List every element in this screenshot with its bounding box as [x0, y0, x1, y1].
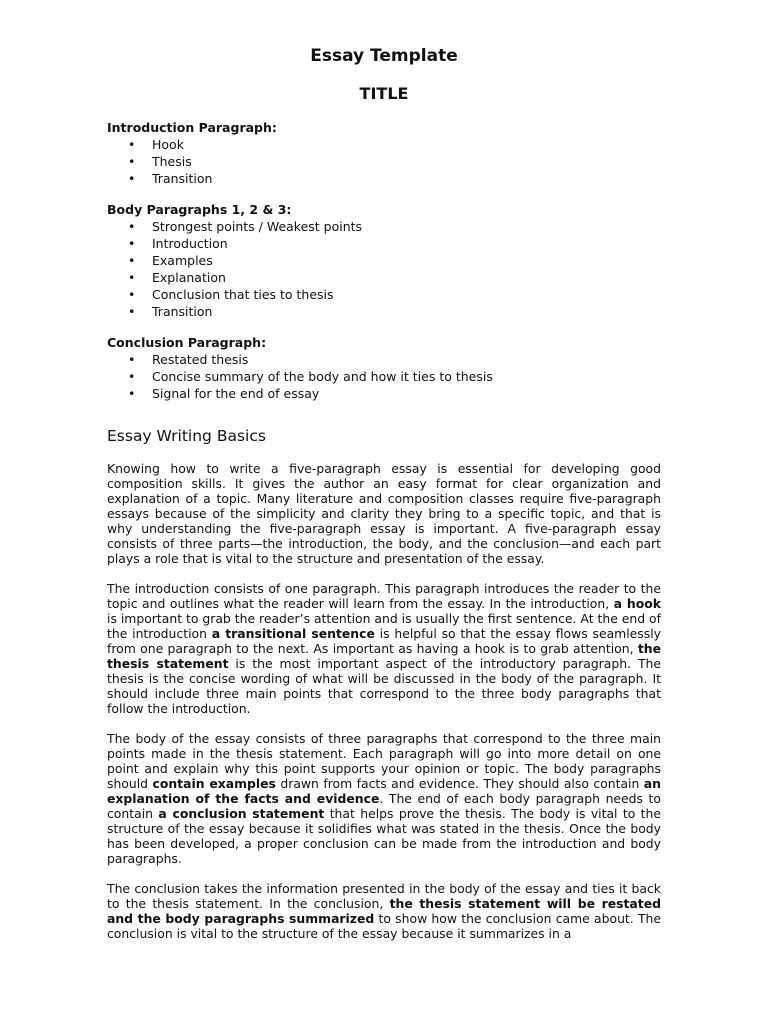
- list-item: [128, 218, 667, 235]
- paragraph-text: is important to grab the reader’s attention and is usually the first sentence. At the end of the introduction: [107, 611, 661, 641]
- bullet-icon: •: [128, 236, 136, 251]
- list-item-text: Signal for the end of essay: [152, 386, 320, 401]
- section-heading: Conclusion Paragraph:: [107, 335, 267, 350]
- list-item: [128, 136, 667, 153]
- list-item-text: Concise summary of the body and how it ties to thesis: [152, 369, 493, 384]
- paragraph-text: drawn from facts and evidence. They should also contain: [275, 776, 644, 791]
- emphasis-text: a hook: [613, 596, 661, 611]
- essay-body-text: [107, 461, 661, 956]
- bullet-icon: •: [128, 154, 136, 169]
- list-item-text: Thesis: [152, 154, 192, 169]
- paragraph-text: to show how the conclusion came about. The conclusion is vital to the structure of the essay because it summarizes in a: [107, 911, 661, 941]
- paragraph-text: The body of the essay consists of three paragraphs that correspond to the three main points made in the thesis statement. Each paragraph will go into more detail on one point and explain why this point supports your opinion or topic. The body paragraphs should: [107, 731, 661, 791]
- list-item: [128, 170, 667, 187]
- bullet-icon: •: [128, 137, 136, 152]
- paragraph-text: Knowing how to write a five-paragraph essay is essential for developing good composition skills. It gives the author an easy format for clear organization and explanation of a topic. Many literature and composition classes require five-paragraph essays because of the simplicity and clarity they bring to a specific topic, and that is why understanding the five-paragraph essay is important. A five-paragraph essay consists of three parts—the introduction, the body, and the conclusion—and each part plays a role that is vital to the structure and presentation of the essay.: [107, 461, 661, 566]
- list-item: [128, 385, 667, 402]
- bullet-list: [107, 218, 667, 320]
- list-item-text: Hook: [152, 137, 184, 152]
- list-item-text: Examples: [152, 253, 213, 268]
- emphasis-text: a transitional sentence: [211, 626, 375, 641]
- bullet-list: [107, 136, 667, 187]
- paragraph-text: that helps prove the thesis. The body is vital to the structure of the essay because it solidifies what was stated in the thesis. Once the body has been developed, a proper conclusion can be made from the introduction and body paragraphs.: [107, 806, 661, 866]
- paragraph-text: . The end of each body paragraph needs to contain: [107, 791, 661, 821]
- bullet-icon: •: [128, 253, 136, 268]
- list-item: [128, 235, 667, 252]
- list-item-text: Strongest points / Weakest points: [152, 219, 363, 234]
- list-item: [128, 368, 667, 385]
- body-paragraph: [107, 461, 661, 566]
- document-title: Essay Template: [310, 46, 458, 66]
- bullet-icon: •: [128, 287, 136, 302]
- list-item-text: Explanation: [152, 270, 226, 285]
- bullet-icon: •: [128, 386, 136, 401]
- section-heading-essay-writing-basics: Essay Writing Basics: [107, 427, 266, 445]
- list-item: [128, 286, 667, 303]
- list-item: [128, 269, 667, 286]
- list-item: [128, 252, 667, 269]
- paragraph-text: is the most important aspect of the introductory paragraph. The thesis is the concise wording of what will be discussed in the body of the paragraph. It should include three main points that correspond to the three body paragraphs that follow the introduction.: [107, 656, 661, 716]
- list-item-text: Conclusion that ties to thesis: [152, 287, 334, 302]
- emphasis-text: contain examples: [152, 776, 276, 791]
- bullet-icon: •: [128, 219, 136, 234]
- list-item-text: Introduction: [152, 236, 228, 251]
- bullet-icon: •: [128, 352, 136, 367]
- body-paragraph: [107, 581, 661, 716]
- essay-outline: [107, 119, 667, 416]
- section-heading: Introduction Paragraph:: [107, 120, 277, 135]
- bullet-list: [107, 351, 667, 402]
- section-heading: Body Paragraphs 1, 2 & 3:: [107, 202, 292, 217]
- bullet-icon: •: [128, 304, 136, 319]
- emphasis-text: an explanation of the facts and evidence: [107, 776, 661, 806]
- outline-section-body: [107, 201, 667, 320]
- bullet-icon: •: [128, 171, 136, 186]
- emphasis-text: the thesis statement will be restated and the body paragraphs summarized: [107, 896, 661, 926]
- emphasis-text: a conclusion statement: [158, 806, 325, 821]
- outline-section-conclusion: [107, 334, 667, 402]
- body-paragraph: [107, 731, 661, 866]
- paragraph-text: is helpful so that the essay flows seamlessly from one paragraph to the next. As important as having a hook is to grab attention,: [107, 626, 661, 656]
- list-item-text: Transition: [152, 171, 213, 186]
- list-item: [128, 351, 667, 368]
- document-subtitle: TITLE: [359, 84, 409, 103]
- paragraph-text: The introduction consists of one paragraph. This paragraph introduces the reader to the topic and outlines what the reader will learn from the essay. In the introduction,: [107, 581, 661, 611]
- list-item-text: Restated thesis: [152, 352, 249, 367]
- bullet-icon: •: [128, 369, 136, 384]
- emphasis-text: the thesis statement: [107, 641, 661, 671]
- list-item: [128, 153, 667, 170]
- list-item-text: Transition: [152, 304, 213, 319]
- bullet-icon: •: [128, 270, 136, 285]
- paragraph-text: The conclusion takes the information presented in the body of the essay and ties it back to the thesis statement. In the conclusion,: [107, 881, 661, 911]
- outline-section-introduction: [107, 119, 667, 187]
- body-paragraph: [107, 881, 661, 941]
- list-item: [128, 303, 667, 320]
